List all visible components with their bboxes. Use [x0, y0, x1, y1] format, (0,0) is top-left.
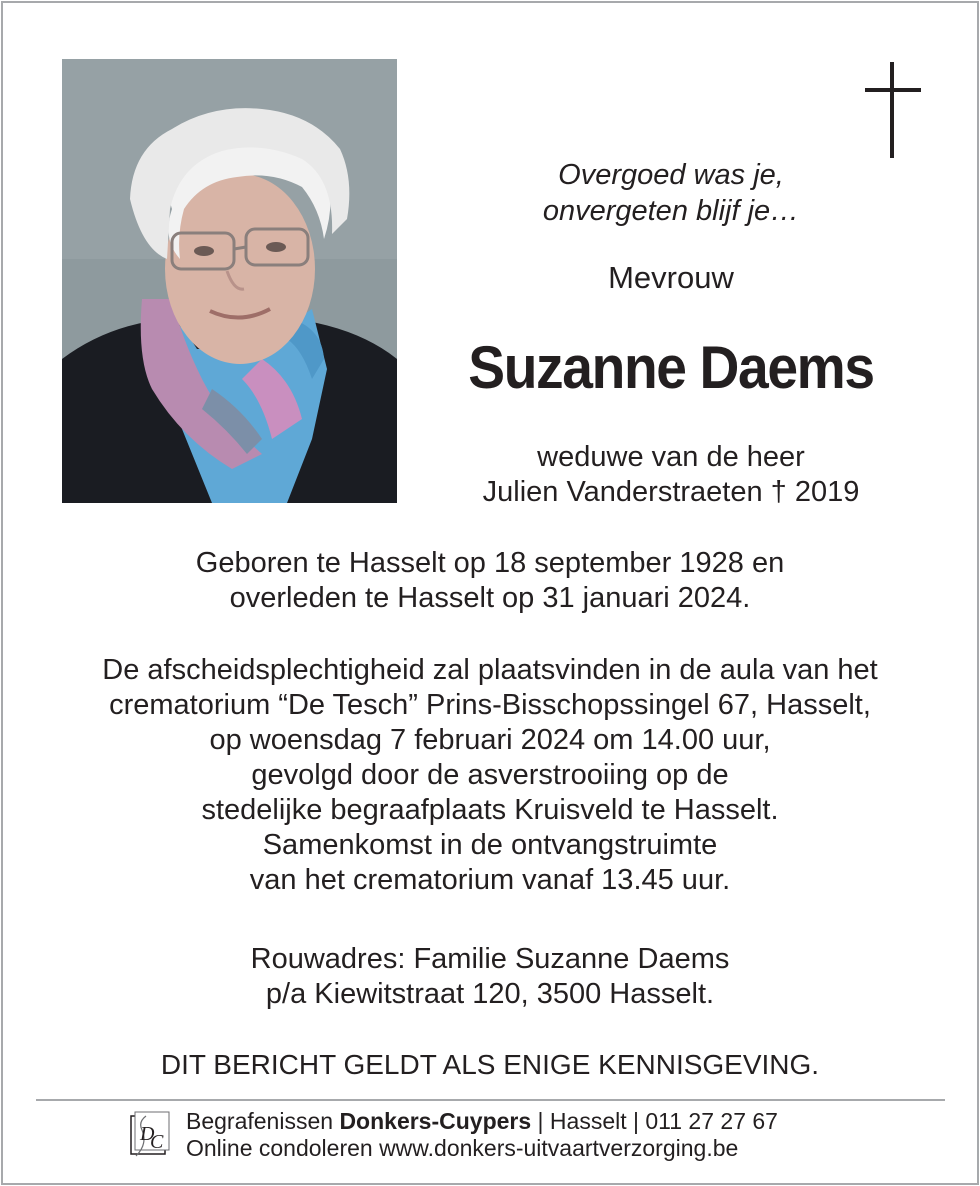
portrait-photo	[62, 59, 397, 503]
svg-text:D: D	[140, 1123, 155, 1145]
deceased-name: Suzanne Daems	[468, 334, 874, 401]
birth-line-2: overleden te Hasselt op 31 januari 2024.	[229, 582, 751, 614]
notice-statement: DIT BERICHT GELDT ALS ENIGE KENNISGEVING.	[160, 1049, 820, 1080]
funeral-home-logo-icon	[128, 1110, 172, 1160]
ceremony-line: stedelijke begraafplaats Kruisveld te Hasselt.	[201, 794, 779, 826]
footer-line-2: Online condoleren www.donkers-uitvaartverzorging.be	[186, 1135, 739, 1161]
ceremony-line: van het crematorium vanaf 13.45 uur.	[249, 864, 731, 896]
footer-text	[186, 1108, 778, 1162]
ceremony-line: Samenkomst in de ontvangstruimte	[262, 829, 718, 861]
funeral-home-footer	[128, 1106, 888, 1166]
footer-line-1	[186, 1108, 778, 1135]
quote-line-1: Overgoed was je,	[558, 159, 784, 191]
company-name: Donkers-Cuypers	[339, 1108, 532, 1134]
birth-line-1: Geboren te Hasselt op 18 september 1928 en	[195, 547, 785, 579]
honorific: Mevrouw	[608, 260, 734, 295]
birth-death-info	[40, 546, 940, 616]
svg-text:C: C	[150, 1131, 164, 1153]
cross-icon	[863, 62, 923, 158]
mourning-address	[40, 942, 940, 1012]
spouse-line-1: weduwe van de heer	[537, 441, 805, 473]
ceremony-info	[40, 653, 940, 898]
ceremony-line: De afscheidsplechtigheid zal plaatsvinden in de aula van het	[102, 654, 878, 686]
quote-line-2: onvergeten blijf je…	[542, 195, 800, 227]
epitaph-quote	[445, 157, 897, 229]
footer-contact: | Hasselt | 011 27 27 67	[531, 1108, 778, 1134]
ceremony-line: op woensdag 7 februari 2024 om 14.00 uur,	[209, 724, 771, 756]
ceremony-line: gevolgd door de asverstrooiing op de	[251, 759, 729, 791]
footer-prefix: Begrafenissen	[186, 1108, 340, 1134]
ceremony-line: crematorium “De Tesch” Prins-Bisschopssingel 67, Hasselt,	[109, 689, 871, 721]
footer-divider	[36, 1099, 945, 1101]
spouse-line-2: Julien Vanderstraeten † 2019	[482, 476, 860, 508]
address-line-1: Rouwadres: Familie Suzanne Daems	[250, 943, 730, 975]
spouse-info	[445, 440, 897, 510]
address-line-2: p/a Kiewitstraat 120, 3500 Hasselt.	[265, 978, 715, 1010]
